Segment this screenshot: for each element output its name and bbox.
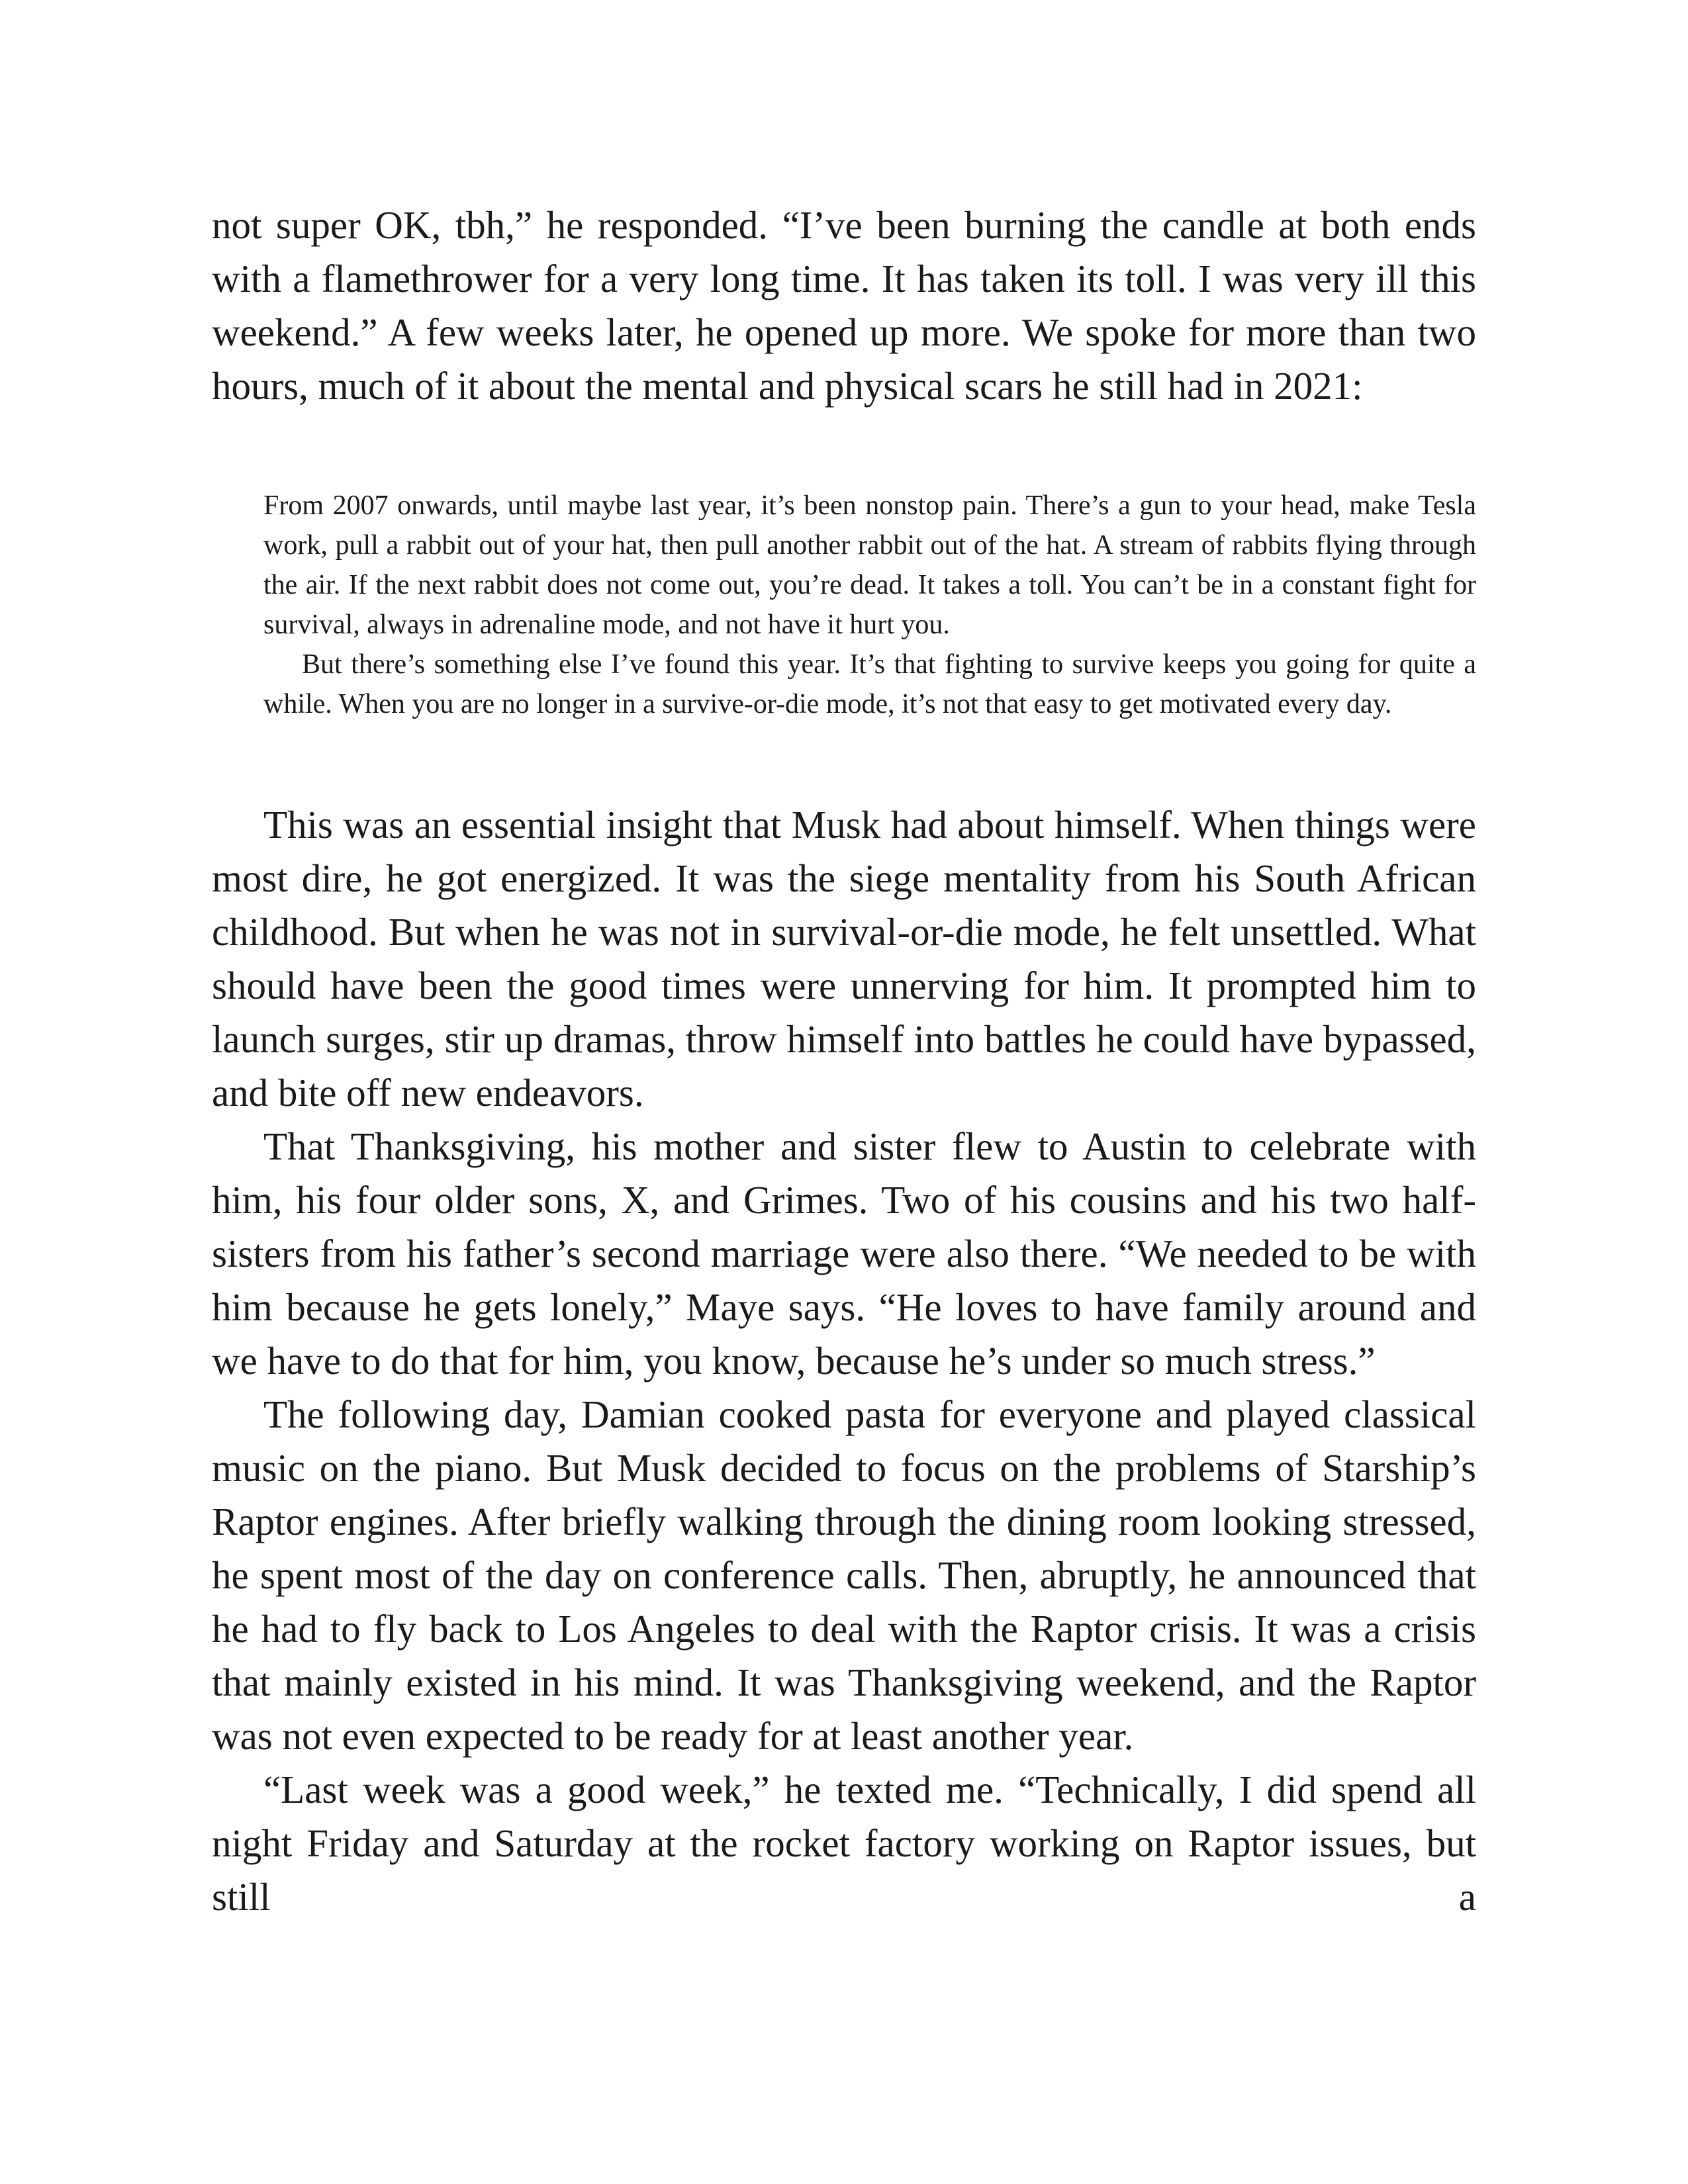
opening-paragraph: not super OK, tbh,” he responded. “I’ve been burning the candle at both ends with a flamethrower for a very long time. It has taken its toll. I was very ill this weekend.” A few weeks later, he opened up more. We spoke for more than two hours, much of it about the mental and physical scars he still had in 2021: xyxy=(212,203,1476,408)
body-paragraph: That Thanksgiving, his mother and sister flew to Austin to celebrate with him, his four older sons, X, and Grimes. Two of his cousins and his two half-sisters from his father’s second marriage were also there. “We needed to be with him because he gets lonely,” Maye says. “He loves to have family around and we have to do that for him, you know, because he’s under so much stress.” xyxy=(212,1124,1476,1383)
book-page xyxy=(212,199,1476,1924)
quote-paragraph: But there’s something else I’ve found this year. It’s that fighting to survive keeps you going for quite a while. When you are no longer in a survive-or-die mode, it’s not that easy to get motivated every day. xyxy=(263,649,1476,719)
body-paragraph: “Last week was a good week,” he texted me. “Technically, I did spend all night Friday and Saturday at the rocket factory working on Raptor issues, but still a xyxy=(212,1768,1476,1919)
body-text xyxy=(212,798,1476,1924)
body-paragraph: The following day, Damian cooked pasta for everyone and played classical music on the piano. But Musk decided to focus on the problems of Starship’s Raptor engines. After briefly walking through the dining room looking stressed, he spent most of the day on conference calls. Then, abruptly, he announced that he had to fly back to Los Angeles to deal with the Raptor crisis. It was a crisis that mainly existed in his mind. It was Thanksgiving weekend, and the Raptor was not even expected to be ready for at least another year. xyxy=(212,1392,1476,1758)
body-paragraph: This was an essential insight that Musk had about himself. When things were most dire, he got energized. It was the siege mentality from his South African childhood. But when he was not in survival-or-die mode, he felt unsettled. What should have been the good times were unnerving for him. It prompted him to launch surges, stir up dramas, throw himself into battles he could have bypassed, and bite off new endeavors. xyxy=(212,803,1476,1115)
quote-paragraph: From 2007 onwards, until maybe last year, it’s been nonstop pain. There’s a gun to your head, make Tesla work, pull a rabbit out of your hat, then pull another rabbit out of the hat. A stream of rabbits flying through the air. If the next rabbit does not come out, you’re dead. It takes a toll. You can’t be in a constant fight for survival, always in adrenaline mode, and not have it hurt you. xyxy=(263,490,1476,640)
block-quote xyxy=(212,486,1476,724)
